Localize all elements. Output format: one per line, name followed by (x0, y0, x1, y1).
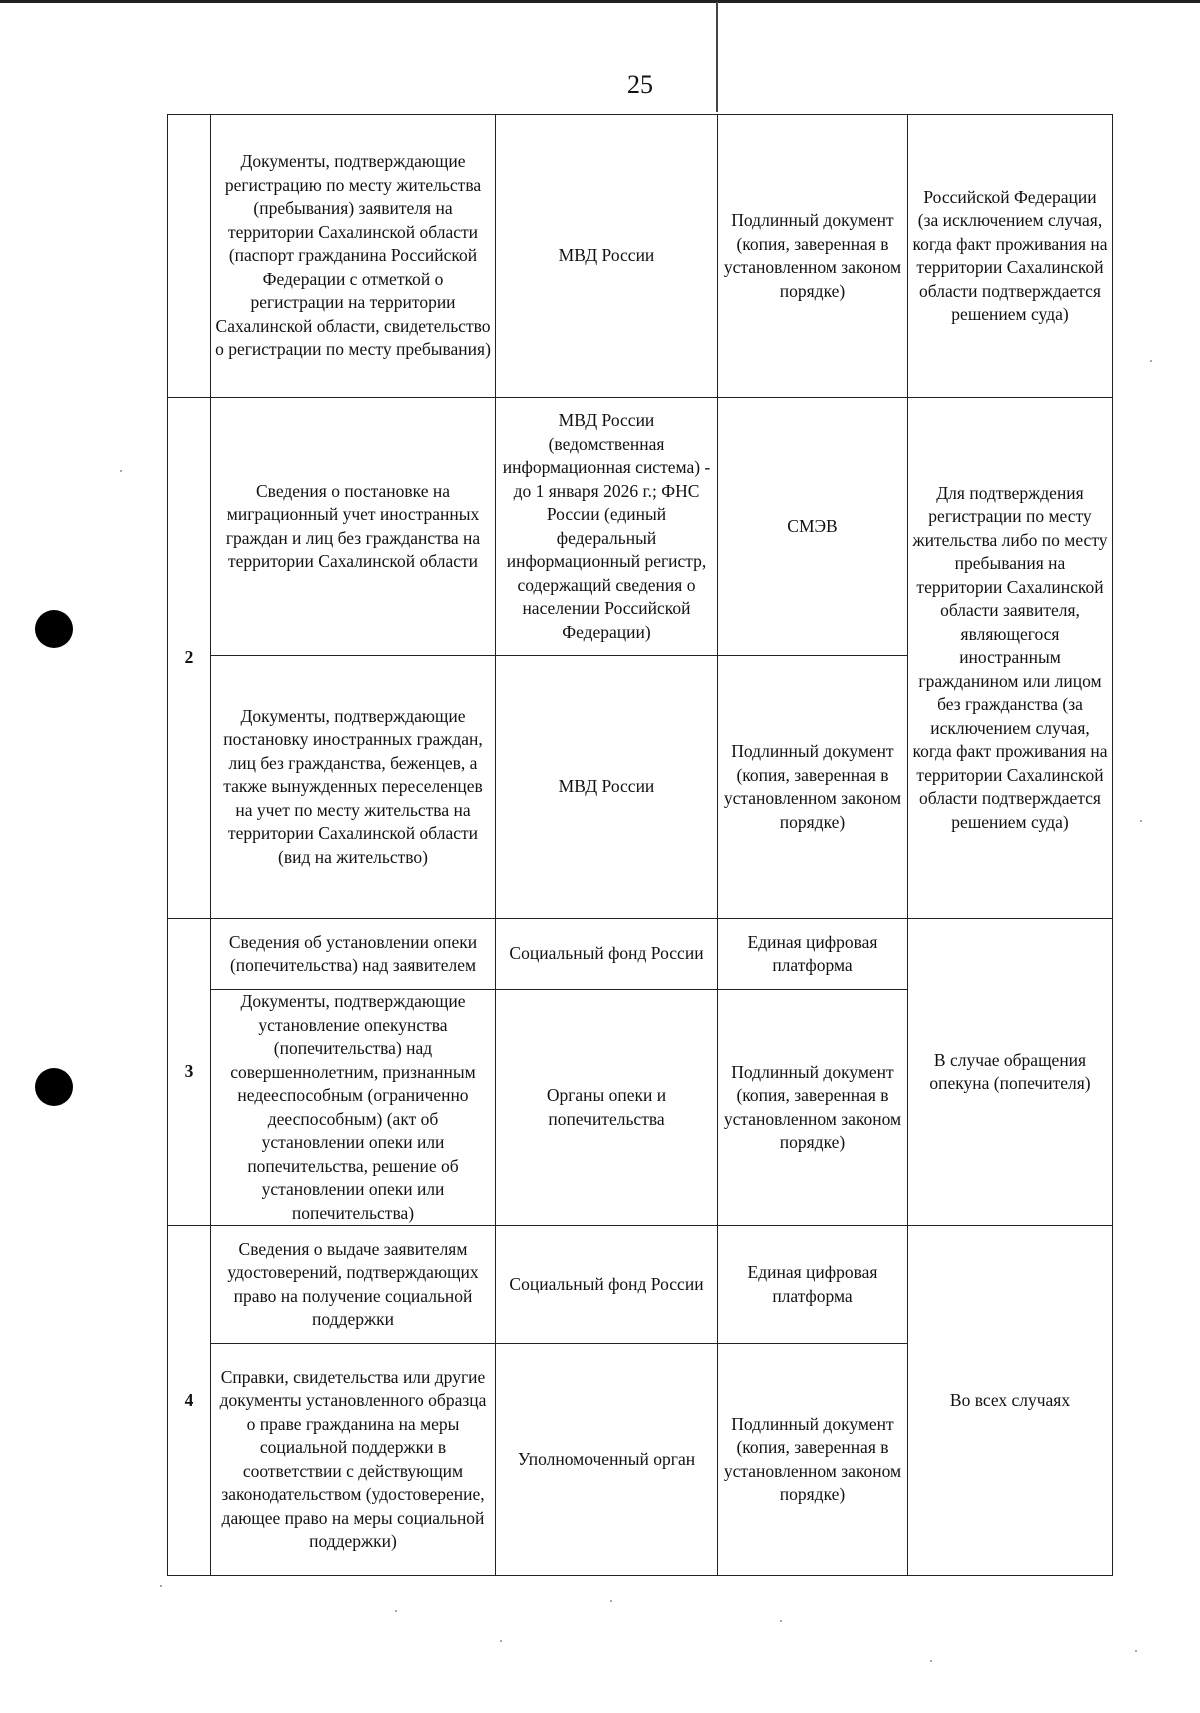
note-cell: Во всех случаях (908, 1226, 1113, 1576)
scan-speck (780, 1620, 782, 1622)
note-cell: Российской Федерации (за исключением случая, когда факт проживания на территории Сахалинской области подтверждается решением суда) (908, 115, 1113, 398)
source-cell: Социальный фонд России (496, 1226, 718, 1344)
scan-speck (160, 1585, 162, 1587)
form-cell: СМЭВ (718, 398, 908, 656)
scan-speck (120, 470, 122, 472)
punch-hole-bottom (35, 1068, 73, 1106)
table-row (168, 398, 1113, 656)
top-scan-border (0, 0, 1200, 3)
note-cell: Для подтверждения регистрации по месту жительства либо по месту пребывания на территории Сахалинской области заявителя, являющегося иностранным гражданином или лицом без гражданства (за исключением случая, когда факт проживания на территории Сахалинской области подтверждается решением суда) (908, 398, 1113, 919)
scan-speck (1135, 1650, 1137, 1652)
source-cell: МВД России (496, 656, 718, 919)
scan-speck (1150, 360, 1152, 362)
scan-speck (930, 1660, 932, 1662)
table-row (168, 1226, 1113, 1344)
note-cell: В случае обращения опекуна (попечителя) (908, 919, 1113, 1226)
scan-speck (1140, 820, 1142, 822)
document-cell: Документы, подтверждающие установление опекунства (попечительства) над совершеннолетним, признанным недееспособным (ограниченно дееспособным) (акт об установлении опеки или попечительства, решение об установлении опеки или попечительства) (211, 990, 496, 1226)
punch-hole-top (35, 610, 73, 648)
table-row (168, 919, 1113, 990)
row-number-cell: 2 (168, 398, 211, 919)
document-cell: Документы, подтверждающие регистрацию по месту жительства (пребывания) заявителя на территории Сахалинской области (паспорт гражданина Российской Федерации с отметкой о регистрации на территории Сахалинской области, свидетельство о регистрации по месту пребывания) (211, 115, 496, 398)
form-cell: Подлинный документ (копия, заверенная в установленном законом порядке) (718, 115, 908, 398)
source-cell: Социальный фонд России (496, 919, 718, 990)
row-number-cell (168, 115, 211, 398)
source-cell: МВД России (ведомственная информационная система) - до 1 января 2026 г.; ФНС России (единый федеральный информационный регистр, содержащий сведения о населении Российской Федерации) (496, 398, 718, 656)
scan-speck (610, 1600, 612, 1602)
document-cell: Сведения о постановке на миграционный учет иностранных граждан и лиц без гражданства на территории Сахалинской области (211, 398, 496, 656)
row-number-cell: 3 (168, 919, 211, 1226)
document-cell: Справки, свидетельства или другие документы установленного образца о праве гражданина на меры социальной поддержки в соответствии с действующим законодательством (удостоверение, дающее право на меры социальной поддержки) (211, 1344, 496, 1576)
table-row (168, 115, 1113, 398)
form-cell: Подлинный документ (копия, заверенная в установленном законом порядке) (718, 1344, 908, 1576)
document-cell: Сведения об установлении опеки (попечительства) над заявителем (211, 919, 496, 990)
document-cell: Сведения о выдаче заявителям удостоверений, подтверждающих право на получение социальной поддержки (211, 1226, 496, 1344)
page-number: 25 (627, 70, 653, 99)
scan-speck (500, 1640, 502, 1642)
source-cell: МВД России (496, 115, 718, 398)
source-cell: Уполномоченный орган (496, 1344, 718, 1576)
form-cell: Единая цифровая платформа (718, 919, 908, 990)
documents-table (167, 114, 1113, 1576)
form-cell: Подлинный документ (копия, заверенная в установленном законом порядке) (718, 656, 908, 919)
form-cell: Подлинный документ (копия, заверенная в установленном законом порядке) (718, 990, 908, 1226)
form-cell: Единая цифровая платформа (718, 1226, 908, 1344)
scan-artifact-line (716, 2, 718, 112)
row-number-cell: 4 (168, 1226, 211, 1576)
scan-speck (395, 1610, 397, 1612)
document-cell: Документы, подтверждающие постановку иностранных граждан, лиц без гражданства, беженцев, а также вынужденных переселенцев на учет по месту жительства на территории Сахалинской области (вид на жительство) (211, 656, 496, 919)
source-cell: Органы опеки и попечительства (496, 990, 718, 1226)
